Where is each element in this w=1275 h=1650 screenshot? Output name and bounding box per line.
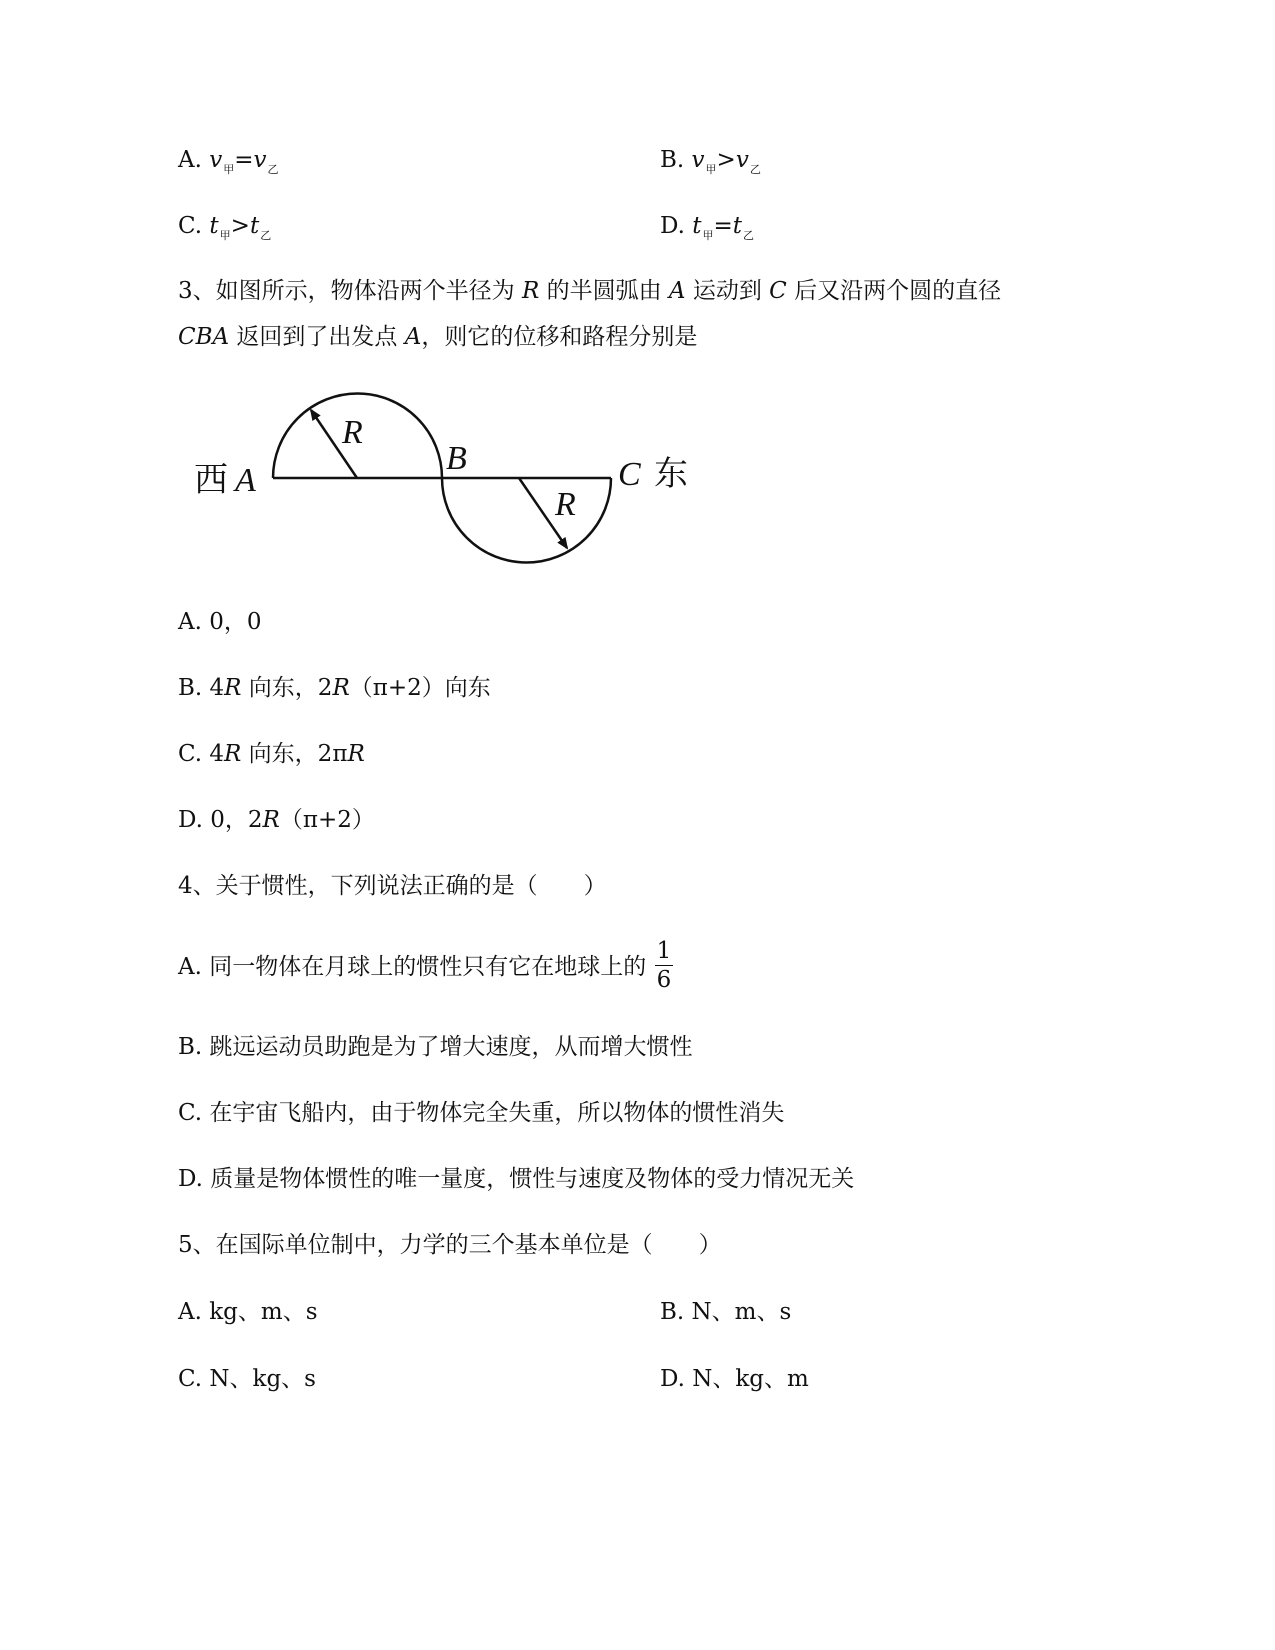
q3-stem-line1: 3、如图所示，物体沿两个半径为 R 的半圆弧由 A 运动到 C 后又沿两个圆的直径 [178,278,1002,304]
label-west: 西 [194,462,228,499]
q4-option-c[interactable]: C. 在宇宙飞船内，由于物体完全失重，所以物体的惯性消失 [178,1100,785,1126]
q4-option-d[interactable]: D. 质量是物体惯性的唯一量度，惯性与速度及物体的受力情况无关 [178,1166,855,1192]
q3-option-c[interactable]: C. 4R 向东，2πR [178,741,365,767]
label-A: A [235,462,256,499]
q4-option-b[interactable]: B. 跳远运动员助跑是为了增大速度，从而增大惯性 [178,1034,693,1060]
q5-option-c[interactable]: C. N、kg、s [178,1366,316,1392]
label-east: 东 [654,456,688,493]
q2-option-c[interactable]: C. $t_甲>t_乙$ [178,213,272,242]
q5-stem: 5、在国际单位制中，力学的三个基本单位是（ ） [178,1232,722,1258]
q2-option-a[interactable]: A. $v_甲=v_乙$ [178,147,279,176]
q2-option-b[interactable]: B. $v_甲>v_乙$ [660,147,761,176]
q3-option-d[interactable]: D. 0，2R（π+2） [178,807,375,833]
q4-option-a[interactable]: A. 同一物体在月球上的惯性只有它在地球上的 [178,954,647,980]
label-B: B [446,440,467,477]
q4-stem: 4、关于惯性，下列说法正确的是（ ） [178,873,607,899]
label-R-lower: R [555,486,576,523]
fraction-one-sixth: 1 6 [656,938,672,993]
q3-option-a[interactable]: A. 0，0 [178,609,262,635]
q5-option-b[interactable]: B. N、m、s [660,1299,792,1325]
q3-stem-line2: CBA 返回到了出发点 A，则它的位移和路程分别是 [178,324,698,350]
q5-option-a[interactable]: A. kg、m、s [178,1299,318,1325]
label-C: C [618,456,641,493]
q3-semicircle-diagram [180,385,700,575]
q3-option-b[interactable]: B. 4R 向东，2R（π+2）向东 [178,675,491,701]
q5-option-d[interactable]: D. N、kg、m [660,1366,809,1392]
label-R-upper: R [342,414,363,451]
q2-option-d[interactable]: D. $t_甲=t_乙$ [660,213,755,242]
